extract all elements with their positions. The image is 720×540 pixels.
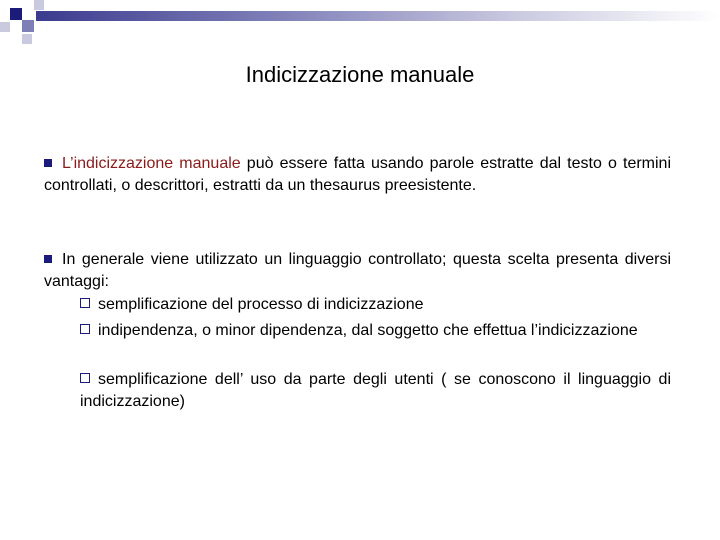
hollow-square-bullet-icon — [80, 324, 90, 334]
slide-title: Indicizzazione manuale — [245, 62, 475, 87]
square-bullet-icon — [44, 255, 52, 263]
bullet-paragraph-2 — [44, 249, 671, 293]
decor-square — [22, 34, 32, 44]
sub-item-3 — [80, 369, 671, 413]
sub-item-text: semplificazione dell’ uso da parte degli utenti ( se conoscono il linguaggio di indicizzazione) — [80, 371, 671, 410]
hollow-square-bullet-icon — [80, 373, 90, 383]
bullet-paragraph-1 — [44, 153, 671, 197]
sub-item-2 — [80, 320, 671, 342]
sub-item-1 — [80, 294, 671, 316]
decor-square — [34, 0, 44, 10]
highlighted-term: L’indicizzazione manuale — [62, 155, 241, 172]
sub-item-text: indipendenza, o minor dipendenza, dal soggetto che effettua l’indicizzazione — [98, 322, 638, 339]
square-bullet-icon — [44, 159, 52, 167]
sub-item-text: semplificazione del processo di indicizzazione — [98, 296, 424, 313]
decor-square — [0, 22, 10, 32]
bullet-text: In generale viene utilizzato un linguaggio controllato; questa scelta presenta diversi vantaggi: — [44, 251, 671, 290]
decor-square — [22, 20, 34, 32]
header-gradient-bar — [36, 11, 720, 21]
decor-square — [10, 8, 22, 20]
bullet-text: può essere fatta usando parole estratte dal testo o termini controllati, o descrittori, estratti da un thesaurus preesistente. — [44, 155, 672, 194]
hollow-square-bullet-icon — [80, 298, 90, 308]
